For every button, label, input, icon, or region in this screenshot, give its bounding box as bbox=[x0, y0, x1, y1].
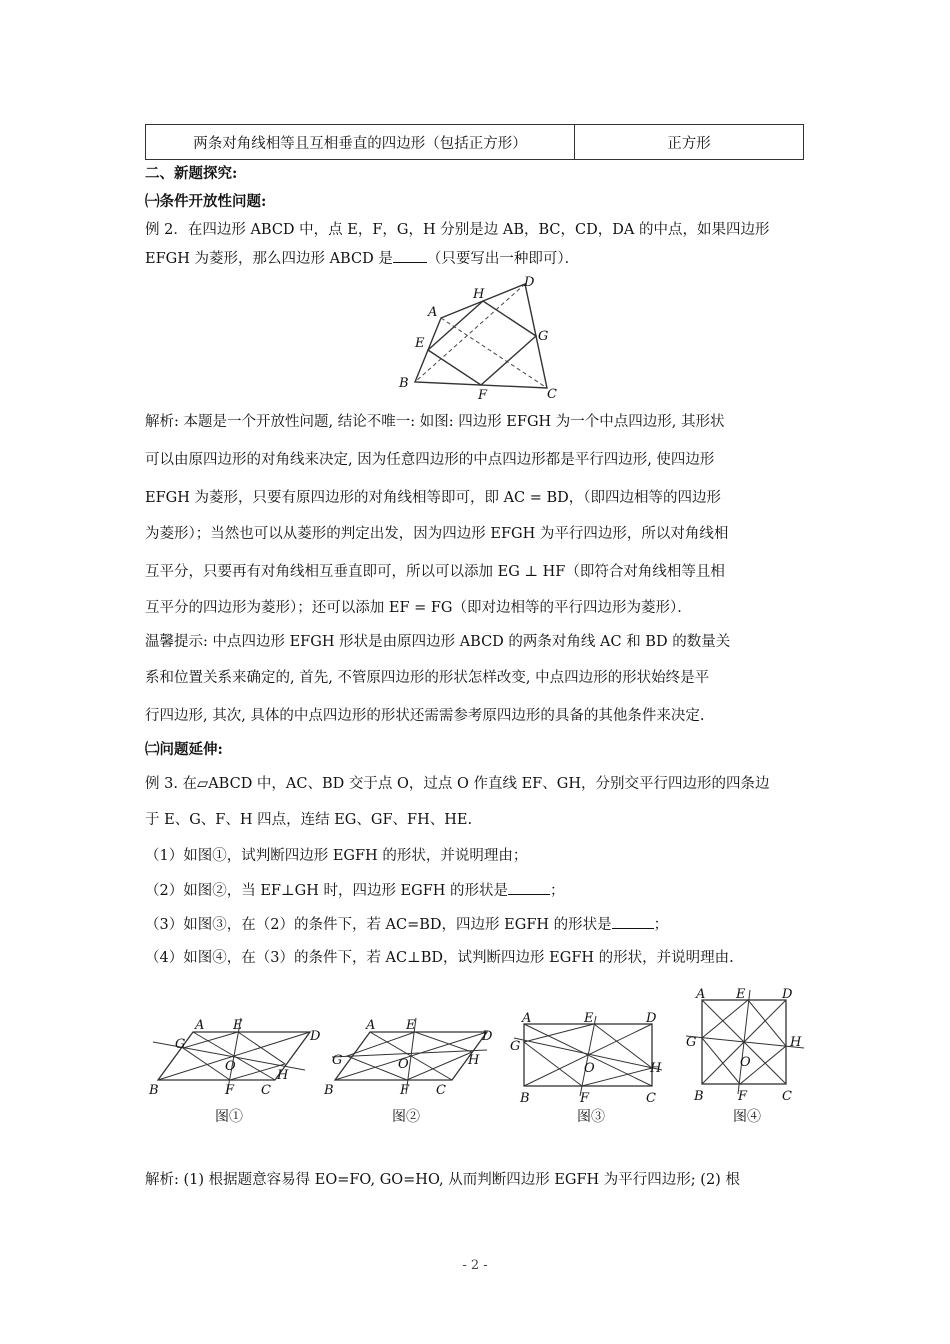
label-B: B bbox=[324, 1083, 334, 1098]
label-A: A bbox=[696, 987, 706, 1002]
analysis-line-5: 互平分，只要再有对角线相互垂直即可，所以可以添加 EG ⊥ HF（即符合对角线相等且相 bbox=[145, 564, 725, 580]
label-D: D bbox=[782, 987, 793, 1002]
analysis-line-3: EFGH 为菱形，只要有原四边形的对角线相等即可，即 AC = BD，（即四边相等的四边形 bbox=[145, 490, 722, 506]
label-H: H bbox=[473, 287, 485, 302]
page-number: - 2 - bbox=[462, 1258, 488, 1273]
label-D: D bbox=[482, 1029, 493, 1044]
answer-blank bbox=[393, 248, 427, 263]
label-E: E bbox=[584, 1011, 594, 1026]
label-O: O bbox=[740, 1055, 751, 1070]
example2-line2-tail: （只要写出一种即可）． bbox=[426, 251, 580, 267]
figure-2-caption: 图② bbox=[392, 1109, 420, 1125]
label-G: G bbox=[538, 329, 549, 344]
analysis-line-1: 解析: 本题是一个开放性问题, 结论不唯一: 如图: 四边形 EFGH 为一个中点四边形, 其形状 bbox=[145, 414, 725, 430]
example3-question3-text: （3）如图③，在（2）的条件下，若 AC=BD，四边形 EGFH 的形状是 bbox=[145, 917, 612, 933]
label-C: C bbox=[646, 1091, 656, 1104]
label-F: F bbox=[478, 388, 488, 402]
tip-line-3: 行四边形, 其次, 具体的中点四边形的形状还需需参考原四边形的具备的其他条件来决定. bbox=[145, 708, 705, 724]
example3-question2-text: （2）如图②，当 EF⊥GH 时，四边形 EGFH 的形状是 bbox=[145, 883, 509, 899]
label-O: O bbox=[225, 1059, 236, 1074]
example2-line1: 例 2．在四边形 ABCD 中，点 E，F，G，H 分别是边 AB，BC，CD，DA 的中点，如果四边形 bbox=[145, 222, 770, 238]
final-analysis-line: 解析: (1) 根据题意容易得 EO=FO, GO=HO, 从而判断四边形 EGFH 为平行四边形; (2) 根 bbox=[145, 1172, 740, 1188]
example3-question2 bbox=[145, 880, 565, 901]
example3-line2: 于 E、G、F、H 四点，连结 EG、GF、FH、HE. bbox=[145, 812, 473, 828]
answer-blank bbox=[508, 880, 550, 895]
label-H: H bbox=[790, 1035, 802, 1050]
label-A: A bbox=[428, 305, 438, 320]
label-E: E bbox=[736, 987, 746, 1002]
figure-3 bbox=[506, 1010, 676, 1104]
label-D: D bbox=[646, 1011, 657, 1026]
example3-question4: （4）如图④，在（3）的条件下，若 AC⊥BD，试判断四边形 EGFH 的形状，并说明理由. bbox=[145, 950, 734, 966]
example2-line2 bbox=[145, 248, 579, 269]
example3-question3 bbox=[145, 914, 668, 935]
example2-line2-text: EFGH 为菱形，那么四边形 ABCD 是 bbox=[145, 251, 393, 267]
label-F: F bbox=[580, 1091, 590, 1104]
example3-question3-tail: ； bbox=[653, 917, 669, 933]
label-G: G bbox=[686, 1035, 697, 1050]
figure-1 bbox=[145, 1012, 325, 1102]
quadrilateral-figure bbox=[395, 274, 565, 402]
analysis-line-2: 可以由原四边形的对角线来决定, 因为任意四边形的中点四边形都是平行四边形, 使四边形 bbox=[145, 452, 715, 468]
analysis-line-6: 互平分的四边形为菱形）；还可以添加 EF = FG（即对边相等的平行四边形为菱形）． bbox=[145, 600, 692, 616]
example3-question2-tail: ； bbox=[550, 883, 565, 899]
answer-blank bbox=[612, 914, 654, 929]
analysis-line-4: 为菱形）；当然也可以从菱形的判定出发，因为四边形 EFGH 为平行四边形，所以对角线相 bbox=[145, 526, 729, 542]
label-C: C bbox=[436, 1083, 446, 1098]
label-E: E bbox=[415, 336, 425, 351]
figure-2 bbox=[322, 1012, 502, 1102]
label-E: E bbox=[233, 1018, 243, 1033]
example3-line1: 例 3. 在▱ABCD 中，AC、BD 交于点 O，过点 O 作直线 EF、GH，分别交平行四边形的四条边 bbox=[145, 776, 770, 792]
label-G: G bbox=[510, 1039, 521, 1054]
label-O: O bbox=[398, 1057, 409, 1072]
label-G: G bbox=[175, 1037, 186, 1052]
label-A: A bbox=[195, 1018, 205, 1033]
conclusion-table-row bbox=[145, 124, 804, 160]
label-C: C bbox=[261, 1083, 271, 1098]
example3-question1: （1）如图①，试判断四边形 EGFH 的形状，并说明理由； bbox=[145, 848, 528, 864]
tip-line-1: 温馨提示: 中点四边形 EFGH 形状是由原四边形 ABCD 的两条对角线 AC 和 BD 的数量关 bbox=[145, 634, 731, 650]
label-A: A bbox=[366, 1018, 376, 1033]
subsection-title-extension: ㈡问题延伸: bbox=[145, 741, 223, 758]
label-C: C bbox=[782, 1089, 792, 1104]
figure-4-caption: 图④ bbox=[733, 1109, 761, 1125]
label-B: B bbox=[520, 1091, 530, 1104]
section-title: 二、新题探究: bbox=[145, 165, 238, 182]
figure-1-caption: 图① bbox=[215, 1109, 243, 1125]
label-F: F bbox=[400, 1083, 410, 1098]
label-A: A bbox=[522, 1011, 532, 1026]
label-B: B bbox=[399, 376, 409, 391]
tip-line-2: 系和位置关系来确定的, 首先, 不管原四边形的形状怎样改变, 中点四边形的形状始终是平 bbox=[145, 670, 710, 686]
label-H: H bbox=[468, 1053, 480, 1068]
label-F: F bbox=[225, 1083, 235, 1098]
subsection-title-open-condition: ㈠条件开放性问题: bbox=[145, 193, 267, 210]
table-cell-condition: 两条对角线相等且互相垂直的四边形（包括正方形） bbox=[146, 125, 575, 160]
label-D: D bbox=[310, 1029, 321, 1044]
label-C: C bbox=[547, 387, 557, 402]
figure-4 bbox=[680, 984, 810, 1104]
label-F: F bbox=[738, 1089, 748, 1104]
label-B: B bbox=[694, 1089, 704, 1104]
label-H: H bbox=[650, 1061, 662, 1076]
label-D: D bbox=[524, 275, 535, 290]
label-G: G bbox=[332, 1053, 343, 1068]
table-cell-result: 正方形 bbox=[575, 125, 804, 160]
label-E: E bbox=[406, 1018, 416, 1033]
label-B: B bbox=[149, 1083, 159, 1098]
figure-3-caption: 图③ bbox=[577, 1109, 605, 1125]
label-O: O bbox=[584, 1061, 595, 1076]
label-H: H bbox=[277, 1068, 289, 1083]
